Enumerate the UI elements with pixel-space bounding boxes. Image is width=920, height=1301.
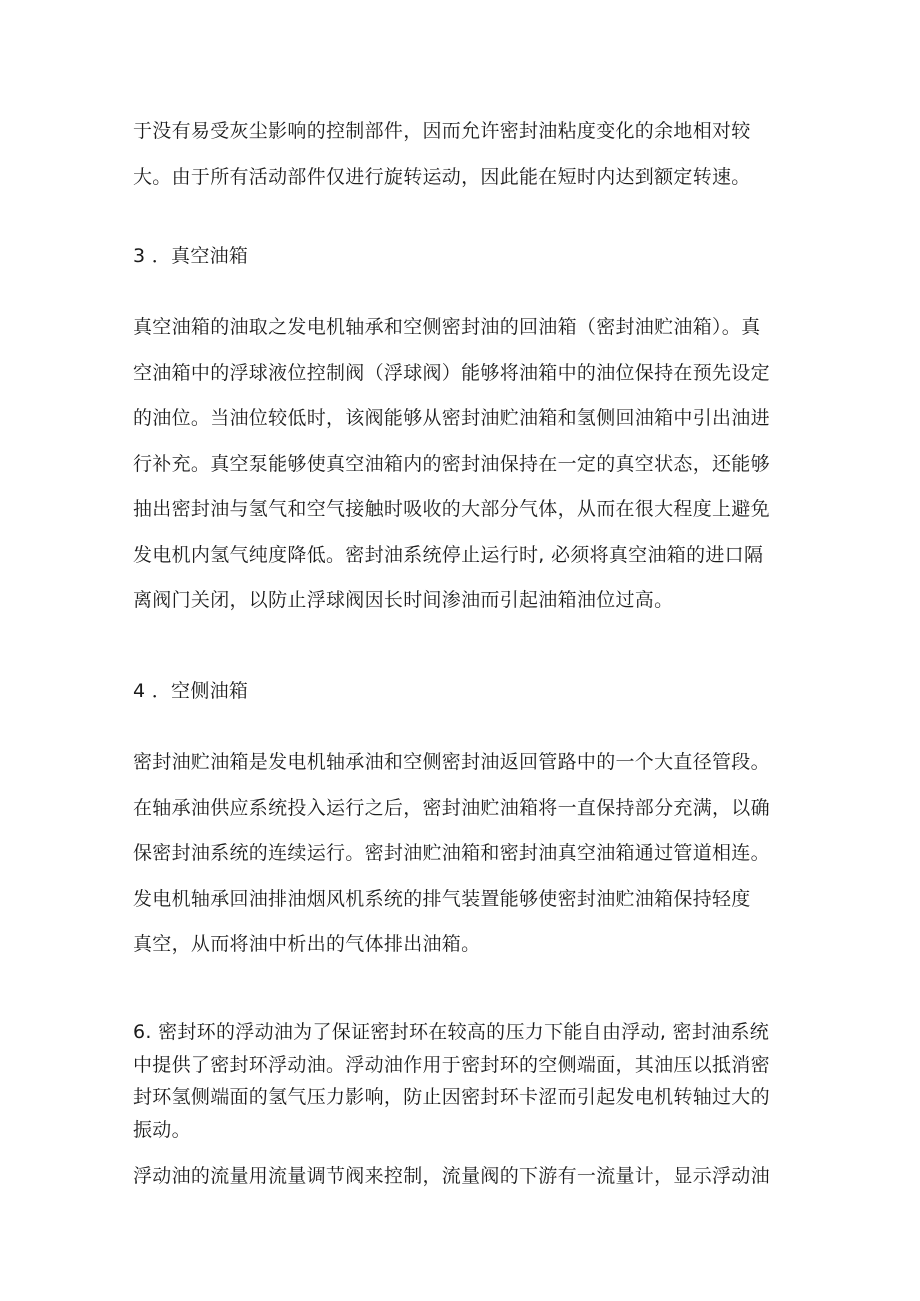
text-line: 振动。 <box>133 1118 191 1141</box>
text-line: 中提供了密封环浮动油。浮动油作用于密封环的空侧端面，其油压以抵消密 <box>133 1053 770 1076</box>
paragraph-floating-oil <box>133 1019 813 1149</box>
section-heading-3 <box>133 243 813 269</box>
section-heading-4 <box>133 678 813 704</box>
paragraph-flow-control <box>133 1163 813 1196</box>
text-line: 大。由于所有活动部件仅进行旋转运动，因此能在短时内达到额定转速。 <box>133 165 751 188</box>
text-line: 6. 密封环的浮动油为了保证密封环在较高的压力下能自由浮动, 密封油系统 <box>133 1021 770 1043</box>
paragraph-bearing-oil-intro <box>133 118 813 209</box>
text-line: 发电机轴承回油排油烟风机系统的排气装置能够使密封油贮油箱保持轻度 <box>133 887 751 910</box>
paragraph-air-side-tank <box>133 749 813 977</box>
text-line: 抽出密封油与氢气和空气接触时吸收的大部分气体，从而在很大程度上避免 <box>133 498 770 520</box>
text-line: 发电机内氢气纯度降低。密封油系统停止运行时, 必须将真空油箱的进口隔 <box>133 543 764 566</box>
text-line: 封环氢侧端面的氢气压力影响，防止因密封环卡涩而引起发电机转轴过大的 <box>133 1086 770 1108</box>
text-line: 浮动油的流量用流量调节阀来控制，流量阀的下游有一流量计，显示浮动油 <box>133 1165 770 1187</box>
text-line: 的油位。当油位较低时，该阀能够从密封油贮油箱和氢侧回油箱中引出油进 <box>133 407 770 429</box>
text-line: 空油箱中的浮球液位控制阀（浮球阀）能够将油箱中的油位保持在预先设定 <box>133 361 770 384</box>
text-line: 在轴承油供应系统投入运行之后，密封油贮油箱将一直保持部分充满，以确 <box>133 796 770 819</box>
heading-text: 4 ．空侧油箱 <box>133 680 249 702</box>
text-line: 密封油贮油箱是发电机轴承油和空侧密封油返回管路中的一个大直径管段。 <box>133 751 770 773</box>
text-line: 离阀门关闭，以防止浮球阀因长时间渗油而引起油箱油位过高。 <box>133 589 674 611</box>
text-line: 于没有易受灰尘影响的控制部件，因而允许密封油粘度变化的余地相对较 <box>133 120 751 142</box>
text-line: 真空，从而将油中析出的气体排出油箱。 <box>133 933 481 955</box>
text-line: 保密封油系统的连续运行。密封油贮油箱和密封油真空油箱通过管道相连。 <box>133 842 770 864</box>
heading-text: 3 ．真空油箱 <box>133 245 249 267</box>
text-line: 行补充。真空泵能够使真空油箱内的密封油保持在一定的真空状态，还能够 <box>133 452 770 475</box>
paragraph-vacuum-tank <box>133 314 813 633</box>
text-line: 真空油箱的油取之发电机轴承和空侧密封油的回油箱（密封油贮油箱）。真 <box>133 316 761 338</box>
